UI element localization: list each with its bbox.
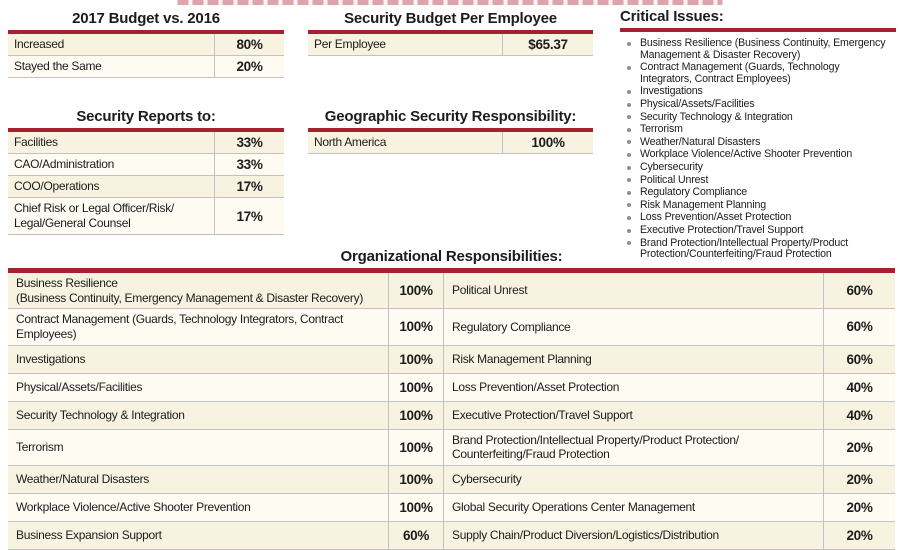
- org-right-label-text: Global Security Operations Center Management: [452, 499, 695, 514]
- org-right-value: 20%: [823, 430, 895, 465]
- panel-title: Organizational Responsibilities:: [340, 248, 563, 265]
- critical-issues-list: [620, 38, 892, 261]
- org-left-label-text: Investigations: [16, 351, 86, 366]
- org-left-label: [8, 430, 388, 465]
- panel-title: Geographic Security Responsibility:: [324, 108, 577, 125]
- row-label-subtext: Legal/General Counsel: [14, 216, 131, 230]
- org-left-label: [8, 346, 388, 373]
- critical-issue-item: Executive Protection/Travel Support: [620, 225, 892, 237]
- row-label: [8, 154, 214, 175]
- org-table-row: [8, 309, 895, 345]
- org-right-value: 20%: [823, 466, 895, 493]
- panel-title: Security Reports to:: [76, 108, 216, 125]
- critical-issue-item: Brand Protection/Intellectual Property/Product Protection/Counterfeiting/Fraud Protection: [620, 238, 892, 261]
- row-value: 33%: [214, 132, 284, 153]
- row-label-text: COO/Operations: [14, 179, 100, 193]
- org-left-label: [8, 466, 388, 493]
- row-label: [8, 176, 214, 197]
- org-left-value: 100%: [388, 494, 443, 521]
- org-table-row: [8, 522, 895, 550]
- panel-organizational-responsibilities: [8, 248, 895, 550]
- row-label-text: Per Employee: [314, 37, 386, 51]
- org-table-row: [8, 494, 895, 522]
- org-right-label-subtext: Counterfeiting/Fraud Protection: [452, 447, 610, 462]
- org-table-row: [8, 430, 895, 466]
- critical-issue-item: Investigations: [620, 86, 892, 98]
- geographic-table: [308, 132, 593, 154]
- org-right-value: 60%: [823, 309, 895, 344]
- org-right-label: [443, 402, 823, 429]
- org-left-label: [8, 402, 388, 429]
- org-right-value: 40%: [823, 374, 895, 401]
- org-right-label-text: Executive Protection/Travel Support: [452, 407, 633, 422]
- org-left-label: [8, 522, 388, 549]
- panel-security-reports-to: [8, 108, 284, 235]
- org-right-label-text: Cybersecurity: [452, 471, 522, 486]
- critical-issue-item: Business Resilience (Business Continuity, Emergency Management & Disaster Recovery): [620, 38, 892, 61]
- panel-title: 2017 Budget vs. 2016: [72, 10, 220, 27]
- critical-issue-item: Loss Prevention/Asset Protection: [620, 212, 892, 224]
- org-table-row: [8, 402, 895, 430]
- panel-title: Security Budget Per Employee: [344, 10, 557, 27]
- org-right-value: 20%: [823, 494, 895, 521]
- org-right-label: [443, 430, 823, 465]
- row-label: [8, 56, 214, 77]
- red-rule: [620, 28, 896, 32]
- row-label: [308, 132, 502, 153]
- critical-issue-item: Weather/Natural Disasters: [620, 137, 892, 149]
- panel-security-budget-per-employee: [308, 10, 593, 56]
- row-value: $65.37: [502, 34, 593, 55]
- org-left-label-text: Weather/Natural Disasters: [16, 471, 149, 486]
- row-value: 80%: [214, 34, 284, 55]
- org-right-label-text: Risk Management Planning: [452, 351, 592, 366]
- org-right-label-text: Political Unrest: [452, 283, 528, 298]
- row-label-text: Chief Risk or Legal Officer/Risk/: [14, 201, 174, 215]
- org-left-value: 100%: [388, 374, 443, 401]
- row-label-text: CAO/Administration: [14, 157, 114, 171]
- org-left-value: 100%: [388, 346, 443, 373]
- table-row: [8, 154, 284, 176]
- row-label: [8, 132, 214, 153]
- org-right-label: [443, 346, 823, 373]
- budget-table: [8, 34, 284, 78]
- row-value: 17%: [214, 176, 284, 197]
- org-right-label: [443, 494, 823, 521]
- org-left-value: 100%: [388, 430, 443, 465]
- table-row: [8, 176, 284, 198]
- panel-critical-issues: [620, 8, 896, 262]
- org-right-value: 20%: [823, 522, 895, 549]
- row-label: [8, 198, 214, 234]
- org-responsibilities-table: [8, 273, 895, 550]
- org-right-label: [443, 309, 823, 344]
- org-right-label-text: Regulatory Compliance: [452, 319, 571, 334]
- org-table-row: [8, 374, 895, 402]
- row-label-text: Facilities: [14, 135, 58, 149]
- org-right-label: [443, 522, 823, 549]
- critical-issue-item: Risk Management Planning: [620, 200, 892, 212]
- panel-geographic-responsibility: [308, 108, 593, 154]
- org-left-value: 100%: [388, 402, 443, 429]
- org-right-label: [443, 374, 823, 401]
- row-label-text: Stayed the Same: [14, 59, 102, 73]
- org-table-row: [8, 466, 895, 494]
- org-right-value: 60%: [823, 273, 895, 308]
- critical-issue-item: Political Unrest: [620, 175, 892, 187]
- org-left-value: 60%: [388, 522, 443, 549]
- org-left-value: 100%: [388, 309, 443, 344]
- critical-issue-item: Physical/Assets/Facilities: [620, 99, 892, 111]
- table-row: [8, 132, 284, 154]
- row-value: 100%: [502, 132, 593, 153]
- org-left-label-text: Physical/Assets/Facilities: [16, 379, 143, 394]
- org-right-label-text: Brand Protection/Intellectual Property/Product Protection/: [452, 432, 739, 447]
- per-employee-table: [308, 34, 593, 56]
- org-left-label-text: Workplace Violence/Active Shooter Prevention: [16, 499, 251, 514]
- org-left-value: 100%: [388, 273, 443, 308]
- org-right-value: 40%: [823, 402, 895, 429]
- reports-to-table: [8, 132, 284, 235]
- org-left-value: 100%: [388, 466, 443, 493]
- org-left-label: [8, 494, 388, 521]
- org-left-label-text: Business Resilience: [16, 276, 118, 290]
- org-left-label: [8, 309, 388, 344]
- org-right-label-text: Loss Prevention/Asset Protection: [452, 379, 620, 394]
- panel-budget-vs-2016: [8, 10, 284, 78]
- org-left-label-text: Terrorism: [16, 439, 64, 454]
- critical-issue-item: Cybersecurity: [620, 162, 892, 174]
- table-row: [8, 198, 284, 235]
- org-right-label: [443, 466, 823, 493]
- org-left-label-subtext: (Business Continuity, Emergency Management & Disaster Recovery): [16, 290, 364, 305]
- row-label-text: North America: [314, 135, 387, 149]
- critical-issue-item: Terrorism: [620, 124, 892, 136]
- table-row: [308, 34, 593, 56]
- org-table-row: [8, 273, 895, 309]
- critical-issue-item: Regulatory Compliance: [620, 187, 892, 199]
- panel-title: Critical Issues:: [620, 8, 724, 25]
- org-left-label: [8, 273, 388, 308]
- clipped-red-headline: [178, 0, 723, 5]
- org-right-value: 60%: [823, 346, 895, 373]
- org-left-label-text: Contract Management (Guards, Technology Integrators, Contract Employees): [16, 312, 343, 341]
- row-label: [308, 34, 502, 55]
- org-table-row: [8, 346, 895, 374]
- org-left-label-text: Business Expansion Support: [16, 527, 162, 542]
- row-value: 33%: [214, 154, 284, 175]
- row-label: [8, 34, 214, 55]
- table-row: [8, 34, 284, 56]
- table-row: [8, 56, 284, 78]
- critical-issue-item: Workplace Violence/Active Shooter Prevention: [620, 149, 892, 161]
- critical-issue-item: Security Technology & Integration: [620, 112, 892, 124]
- row-value: 17%: [214, 198, 284, 234]
- org-left-label-text: Security Technology & Integration: [16, 407, 185, 422]
- org-right-label: [443, 273, 823, 308]
- critical-issue-item: Contract Management (Guards, Technology Integrators, Contract Employees): [620, 62, 892, 85]
- org-right-label-text: Supply Chain/Product Diversion/Logistics/Distribution: [452, 527, 719, 542]
- row-label-text: Increased: [14, 37, 64, 51]
- row-value: 20%: [214, 56, 284, 77]
- table-row: [308, 132, 593, 154]
- org-left-label: [8, 374, 388, 401]
